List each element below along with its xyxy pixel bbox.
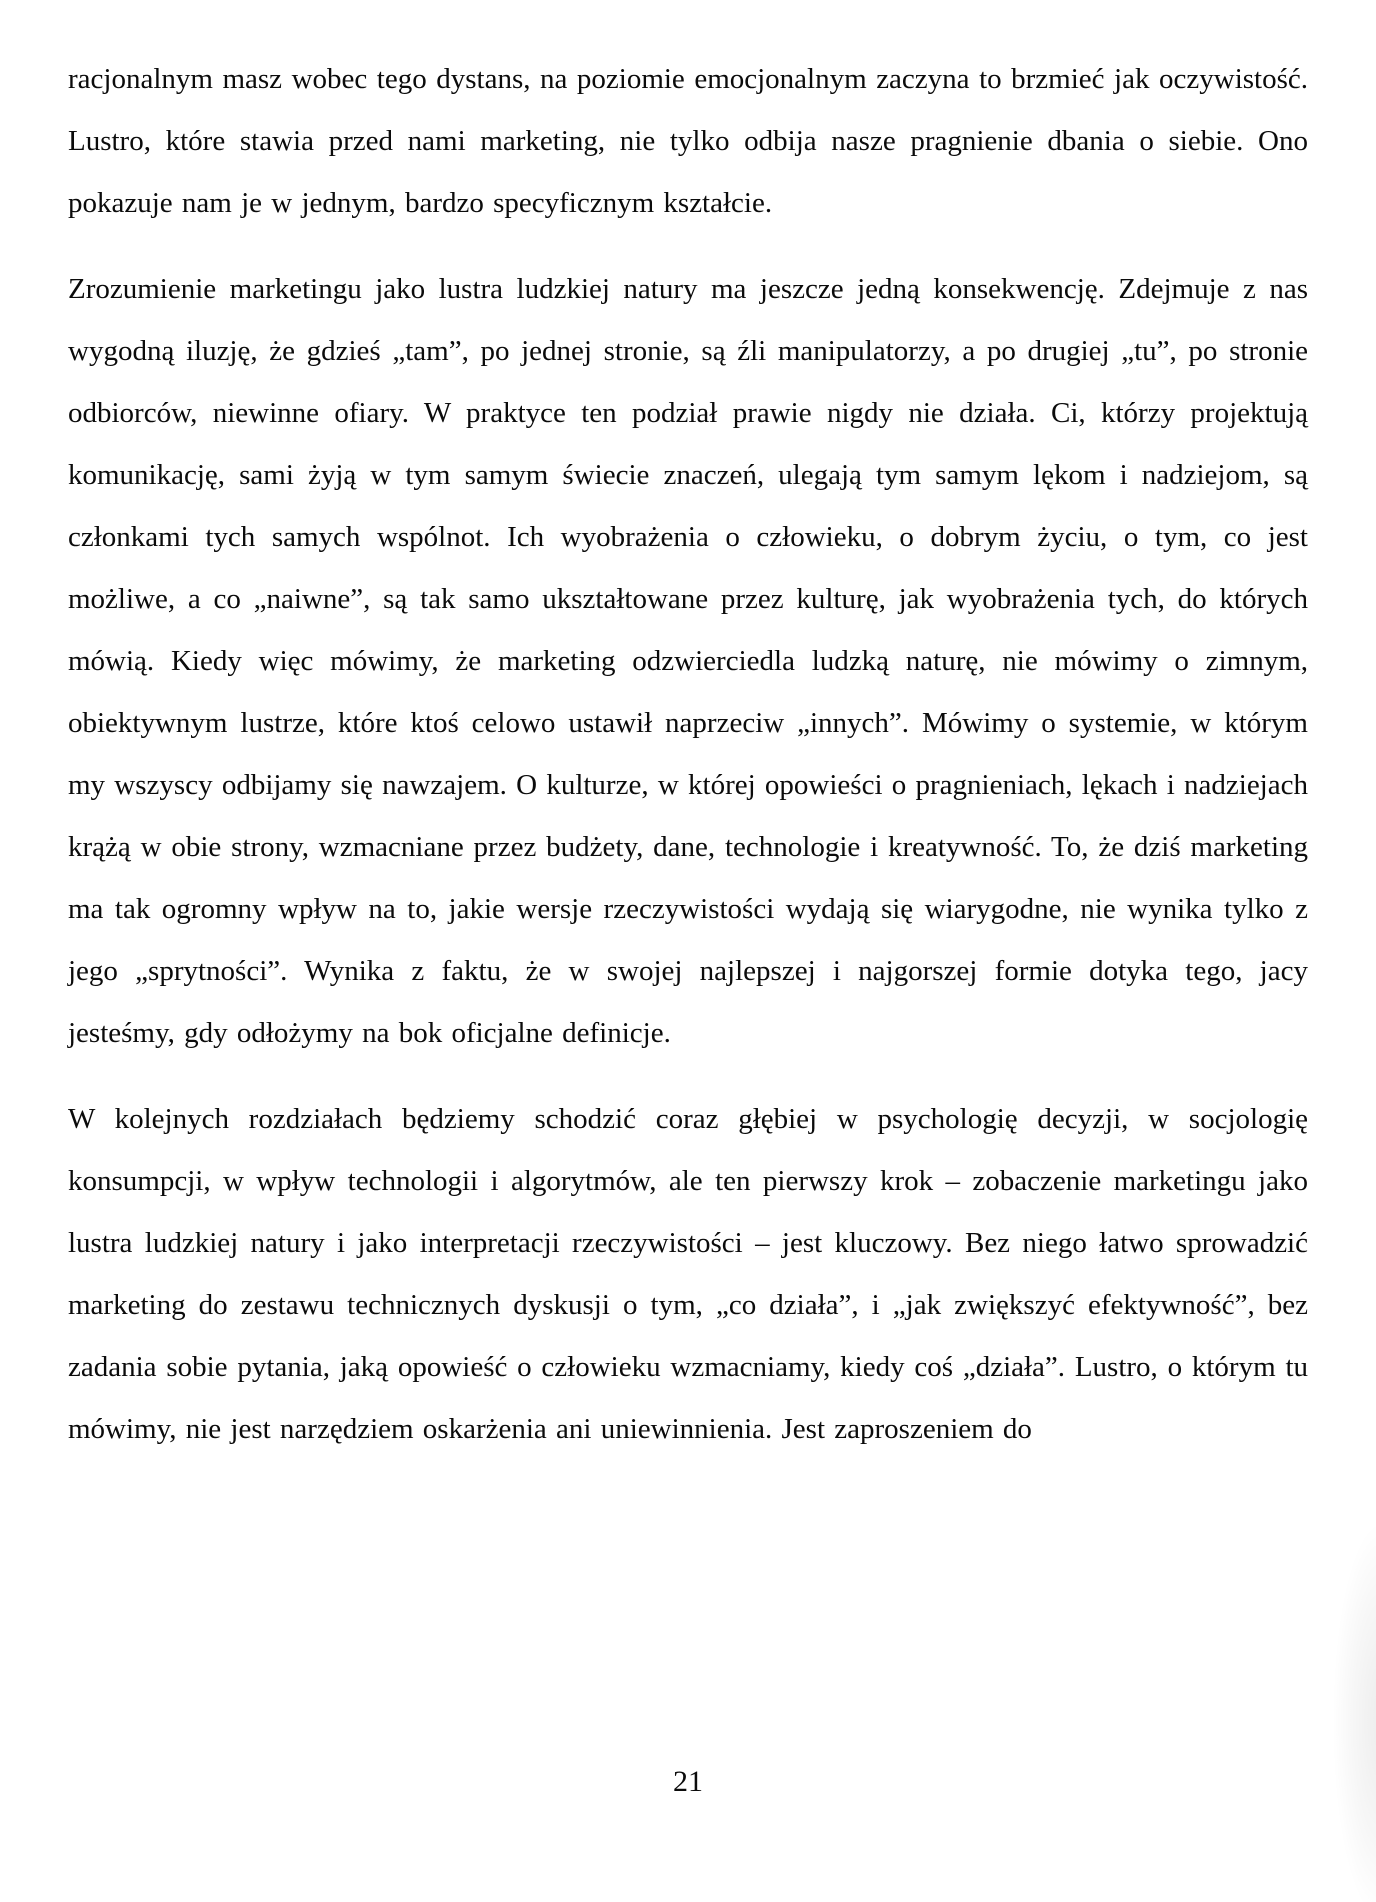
page-number: 21 [673,1765,703,1798]
page-edge-shadow [1332,1500,1376,1902]
paragraph-3: W kolejnych rozdziałach będziemy schodzić coraz głębiej w psychologię decyzji, w socjologię konsumpcji, w wpływ technologii i algorytmów, ale ten pierwszy krok – zobaczenie marketingu jako lustra ludzkiej natury i jako interpretacji rzeczywistości – jest kluczowy. Bez niego łatwo sprowadzić marketing do zestawu technicznych dyskusji o tym, „co działa”, i „jak zwiększyć efektywność”, bez zadania sobie pytania, jaką opowieść o człowieku wzmacniamy, kiedy coś „działa”. Lustro, o którym tu mówimy, nie jest narzędziem oskarżenia ani uniewinnienia. Jest zaproszeniem do [68,1103,1308,1445]
paragraph-2: Zrozumienie marketingu jako lustra ludzkiej natury ma jeszcze jedną konsekwencję. Zdejmuje z nas wygodną iluzję, że gdzieś „tam”, po jednej stronie, są źli manipulatorzy, a po drugiej „tu”, po stronie odbiorców, niewinne ofiary. W praktyce ten podział prawie nigdy nie działa. Ci, którzy projektują komunikację, sami żyją w tym samym świecie znaczeń, ulegają tym samym lękom i nadziejom, są członkami tych samych wspólnot. Ich wyobrażenia o człowieku, o dobrym życiu, o tym, co jest możliwe, a co „naiwne”, są tak samo ukształtowane przez kulturę, jak wyobrażenia tych, do których mówią. Kiedy więc mówimy, że marketing odzwierciedla ludzką naturę, nie mówimy o zimnym, obiektywnym lustrze, które ktoś celowo ustawił naprzeciw „innych”. Mówimy o systemie, w którym my wszyscy odbijamy się nawzajem. O kulturze, w której opowieści o pragnieniach, lękach i nadziejach krążą w obie strony, wzmacniane przez budżety, dane, technologie i kreatywność. To, że dziś marketing ma tak ogromny wpływ na to, jakie wersje rzeczywistości wydają się wiarygodne, nie wynika tylko z jego „sprytności”. Wynika z faktu, że w swojej najlepszej i najgorszej formie dotyka tego, jacy jesteśmy, gdy odłożymy na bok oficjalne definicje. [68,273,1308,1049]
page-text [68,48,1308,1484]
paragraph-1: racjonalnym masz wobec tego dystans, na poziomie emocjonalnym zaczyna to brzmieć jak oczywistość. Lustro, które stawia przed nami marketing, nie tylko odbija nasze pragnienie dbania o siebie. Ono pokazuje nam je w jednym, bardzo specyficznym kształcie. [68,63,1308,219]
